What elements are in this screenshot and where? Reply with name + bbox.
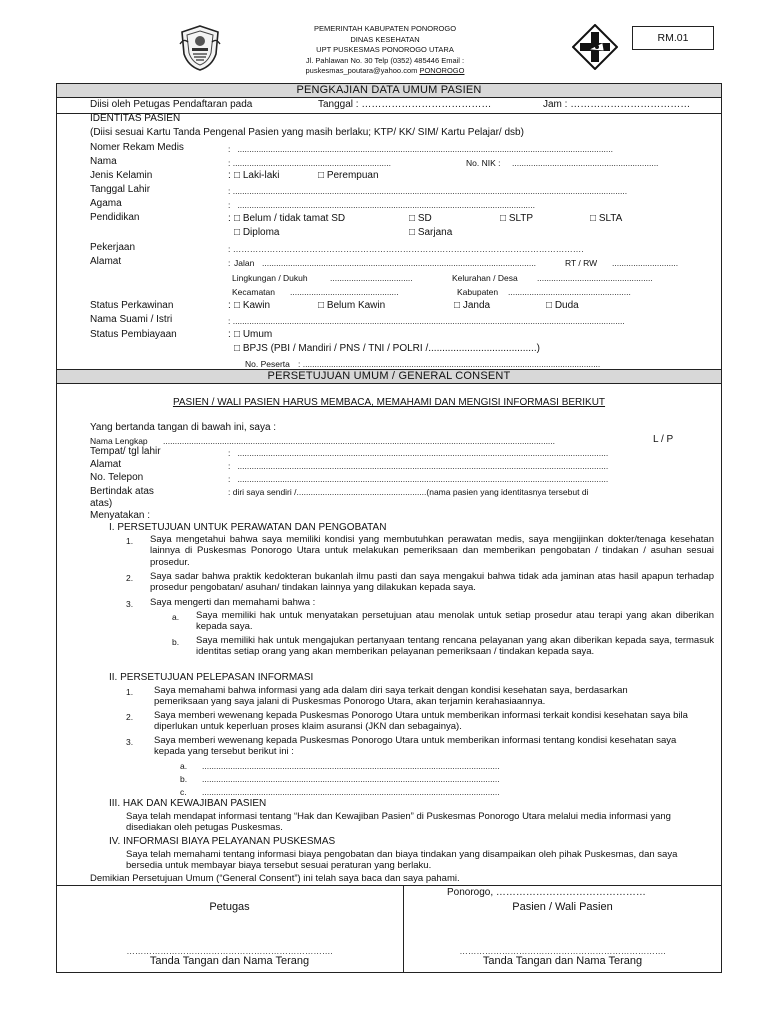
item-number: 1.: [126, 687, 134, 697]
payment-status-label: Status Pembiayaan: [90, 329, 177, 340]
nik-label: No. NIK :: [466, 158, 501, 168]
item-number: 2.: [126, 712, 134, 722]
checkbox-married[interactable]: □ Kawin: [234, 300, 271, 311]
item-letter: a.: [172, 612, 180, 622]
letterhead-department: DINAS KESEHATAN: [350, 34, 420, 44]
consent-i-1: Saya mengetahui bahwa saya memiliki kondisi yang membutuhkan perawatan medis, saya mengijinkan dokter/tenaga kesehatan lainnya di Puskesmas Ponorogo Utara untuk melakukan pemeriksaan dan memberikan pengobatan / tindakan / asuhan sesuai prosedur.: [150, 534, 714, 568]
village-label: Kelurahan / Desa: [452, 273, 518, 283]
patient-signature-line[interactable]: ……………………………………………………………….: [459, 946, 666, 956]
divider: [56, 885, 722, 886]
education-label: Pendidikan: [90, 212, 140, 223]
consent-i-3a: Saya memiliki hak untuk menyatakan persetujuan atau menolak untuk setiap prosedur atau terapi yang akan diberikan kepada saya.: [196, 610, 714, 633]
district-field[interactable]: ..............................................: [290, 287, 399, 297]
checkbox-sltp[interactable]: □ SLTP: [500, 213, 534, 224]
filled-by-label: Diisi oleh Petugas Pendaftaran pada: [90, 99, 253, 110]
colon: :: [228, 170, 231, 181]
rt-rw-label: RT / RW: [565, 258, 598, 268]
birth-date-label: Tanggal Lahir: [90, 184, 151, 195]
name-field[interactable]: : ...................................................................: [228, 158, 391, 168]
consent-ii-1: Saya memahami bahwa informasi yang ada dalam diri saya terkait dengan kondisi kesehatan saya, berdasarkan pemeriksaan yang saya jalani di Puskesmas Ponorogo Utara, akan terjamin kerahasiaannya.: [154, 685, 628, 708]
birth-date-field[interactable]: : .......................................................................................................................................................................: [228, 186, 628, 196]
checkbox-widow[interactable]: □ Janda: [454, 300, 491, 311]
neighborhood-label: Lingkungan / Dukuh: [232, 273, 308, 283]
regency-label: Kabupaten: [457, 287, 499, 297]
phone-field[interactable]: : .............................................................................................................................................................: [228, 474, 609, 484]
recipient-c-label: c.: [180, 787, 187, 797]
item-number: 1.: [126, 536, 134, 546]
colon: :: [228, 329, 231, 340]
checkbox-unmarried[interactable]: □ Belum Kawin: [318, 300, 386, 311]
signature-place-date[interactable]: Ponorogo, ………………………………………: [447, 887, 646, 898]
patient-identity-heading: IDENTITAS PASIEN: [90, 113, 181, 124]
gender-label: Jenis Kelamin: [90, 170, 153, 181]
consent-address-label: Alamat: [90, 459, 122, 470]
letterhead-email: puskesmas_poutara@yahoo.com: [305, 66, 418, 75]
letterhead-city: PONOROGO: [419, 66, 465, 75]
checkbox-slta[interactable]: □ SLTA: [590, 213, 623, 224]
birthplace-field[interactable]: : .............................................................................................................................................................: [228, 448, 609, 458]
consent-ii-3: Saya memberi wewenang kepada Puskesmas Ponorogo Utara untuk memberikan informasi tentang kondisi kesehatan saya kepada yang tersebut berikut ini :: [154, 735, 677, 758]
identity-instruction: (Diisi sesuai Kartu Tanda Pengenal Pasien yang masih berlaku; KTP/ KK/ SIM/ Kartu Pelajar/ dsb): [90, 127, 524, 138]
consent-ii-2: Saya memberi wewenang kepada Puskesmas Ponorogo Utara untuk memberikan informasi terkait kondisi kesehatan saya bila diperlukan untuk keperluan proses klaim asuransi (JKN dan sebagainya).: [154, 710, 688, 733]
acting-for-cont: atas): [90, 498, 113, 509]
letterhead-address: Jl. Pahlawan No. 30 Telp (0352) 485446 Email :: [305, 55, 465, 65]
section-iii-title: III. HAK DAN KEWAJIBAN PASIEN: [109, 798, 267, 809]
consent-intro: Yang bertanda tangan di bawah ini, saya :: [90, 422, 277, 433]
section-i-title: I. PERSETUJUAN UNTUK PERAWATAN DAN PENGOBATAN: [109, 522, 387, 533]
checkbox-diploma[interactable]: □ Diploma: [234, 227, 280, 238]
item-letter: b.: [172, 637, 180, 647]
acting-for-label: Bertindak atas: [90, 486, 154, 497]
colon: :: [228, 213, 231, 224]
checkbox-no-school[interactable]: □ Belum / tidak tamat SD: [234, 213, 346, 224]
form-code-box: RM.01: [632, 26, 714, 50]
regency-emblem-logo: [178, 24, 222, 72]
consent-iv-text: Saya telah memahami tentang informasi biaya pengobatan dan biaya tindakan yang disampaikan oleh pihak Puskesmas, dan saya bersedia untuk membayar biaya tersebut sesuai peraturan yang berlaku.: [126, 849, 678, 872]
full-name-field[interactable]: ......................................................................................................................................................................: [163, 436, 556, 446]
occupation-field[interactable]: : …………………………………………………………………………………………………………….: [228, 244, 584, 254]
section-ii-title: II. PERSETUJUAN PELEPASAN INFORMASI: [109, 672, 314, 683]
item-number: 2.: [126, 573, 134, 583]
marital-status-label: Status Perkawinan: [90, 300, 174, 311]
gender-lp-label: L / P: [653, 434, 674, 445]
puskesmas-cross-logo: [572, 24, 618, 70]
consent-closing: Demikian Persetujuan Umum (“General Consent”) ini telah saya baca dan saya pahami.: [90, 873, 460, 884]
item-number: 3.: [126, 737, 134, 747]
full-name-label: Nama Lengkap: [90, 436, 148, 446]
checkbox-sarjana[interactable]: □ Sarjana: [409, 227, 453, 238]
acting-for-field[interactable]: : diri saya sendiri /.......................................................(nama pasien yang identitasnya tersebut di: [228, 487, 589, 497]
section-title-patient-data: PENGKAJIAN DATA UMUM PASIEN: [56, 83, 722, 98]
address-label: Alamat: [90, 256, 122, 267]
medical-record-field[interactable]: : ...............................................................................................................................................................: [228, 144, 613, 154]
checkbox-widower[interactable]: □ Duda: [546, 300, 579, 311]
participant-no-label: No. Peserta: [245, 359, 290, 369]
recipient-a-label: a.: [180, 761, 188, 771]
district-label: Kecamatan: [232, 287, 275, 297]
section-iv-title: IV. INFORMASI BIAYA PELAYANAN PUSKESMAS: [109, 836, 336, 847]
officer-sign-caption: Tanda Tangan dan Nama Terang: [149, 955, 310, 967]
participant-no-field[interactable]: : ..............................................................................................................................: [298, 359, 601, 369]
name-label: Nama: [90, 156, 117, 167]
date-field[interactable]: Tanggal : …………………………………: [318, 99, 492, 110]
letterhead-government: PEMERINTAH KABUPATEN PONOROGO: [313, 24, 457, 33]
consent-i-3: Saya mengerti dan memahami bahwa :: [150, 597, 316, 608]
village-field[interactable]: .................................................: [537, 273, 653, 283]
letterhead-unit: UPT PUSKESMAS PONOROGO UTARA: [316, 45, 454, 54]
birthplace-label: Tempat/ tgl lahir: [90, 446, 161, 457]
occupation-label: Pekerjaan: [90, 242, 136, 253]
religion-field[interactable]: : ..............................................................................................................................: [228, 200, 536, 210]
checkbox-male[interactable]: □ Laki-laki: [234, 170, 280, 181]
regency-field[interactable]: ....................................................: [508, 287, 631, 297]
checkbox-female[interactable]: □ Perempuan: [318, 170, 379, 181]
recipient-b-label: b.: [180, 774, 188, 784]
recipient-b-field[interactable]: ..............................................................................................................................: [202, 774, 500, 784]
checkbox-bpjs[interactable]: □ BPJS (PBI / Mandiri / PNS / TNI / POLRI /.......................................): [234, 343, 540, 354]
street-field[interactable]: ....................................................................................................................: [262, 258, 536, 268]
consent-iii-text: Saya telah mendapat informasi tentang “Hak dan Kewajiban Pasien” di Puskesmas Ponorogo Utara melalui media informasi yang disediakan oleh petugas Puskesmas.: [126, 811, 671, 834]
neighborhood-field[interactable]: ...................................: [330, 273, 413, 283]
rt-rw-field[interactable]: ............................: [612, 258, 679, 268]
time-field[interactable]: Jam : ………………………………: [543, 99, 691, 110]
spouse-name-label: Nama Suami / Istri: [90, 314, 173, 325]
section-title-general-consent: PERSETUJUAN UMUM / GENERAL CONSENT: [56, 369, 722, 384]
recipient-c-field[interactable]: ..............................................................................................................................: [202, 787, 500, 797]
nik-field[interactable]: ..............................................................: [512, 158, 659, 168]
colon: :: [228, 300, 231, 311]
consent-subtitle: PASIEN / WALI PASIEN HARUS MEMBACA, MEMAHAMI DAN MENGISI INFORMASI BERIKUT: [172, 397, 606, 408]
consent-i-2: Saya sadar bahwa praktik kedokteran bukanlah ilmu pasti dan saya mengakui bahwa tidak ada jaminan atas hasil apapun terhadap prosedur pengobatan/ asuhan/ tindakan lainnya yang dilakukan kepada saya.: [150, 571, 714, 594]
phone-label: No. Telepon: [90, 472, 144, 483]
patient-sign-caption: Tanda Tangan dan Nama Terang: [482, 955, 643, 967]
consent-i-3b: Saya memiliki hak untuk mengajukan pertanyaan tentang rencana pelayanan yang akan diberikan kepada saya, termasuk identitas setiap orang yang akan memberikan pelayanan pemeriksaan / tindakan kepada saya.: [196, 635, 714, 658]
checkbox-sd[interactable]: □ SD: [409, 213, 432, 224]
patient-guardian-label: Pasien / Wali Pasien: [512, 901, 613, 913]
officer-signature-line[interactable]: ……………………………………………………………….: [126, 946, 333, 956]
letterhead: [250, 24, 520, 77]
religion-label: Agama: [90, 198, 122, 209]
checkbox-general[interactable]: □ Umum: [234, 329, 273, 340]
colon: :: [228, 258, 231, 268]
medical-record-label: Nomer Rekam Medis: [90, 142, 184, 153]
recipient-a-field[interactable]: ..............................................................................................................................: [202, 761, 500, 771]
street-label: Jalan: [234, 258, 255, 268]
declare-label: Menyatakan :: [90, 510, 151, 521]
item-number: 3.: [126, 599, 134, 609]
spouse-name-field[interactable]: : ......................................................................................................................................................................: [228, 316, 625, 326]
consent-address-field[interactable]: : .............................................................................................................................................................: [228, 461, 609, 471]
officer-label: Petugas: [209, 901, 250, 913]
